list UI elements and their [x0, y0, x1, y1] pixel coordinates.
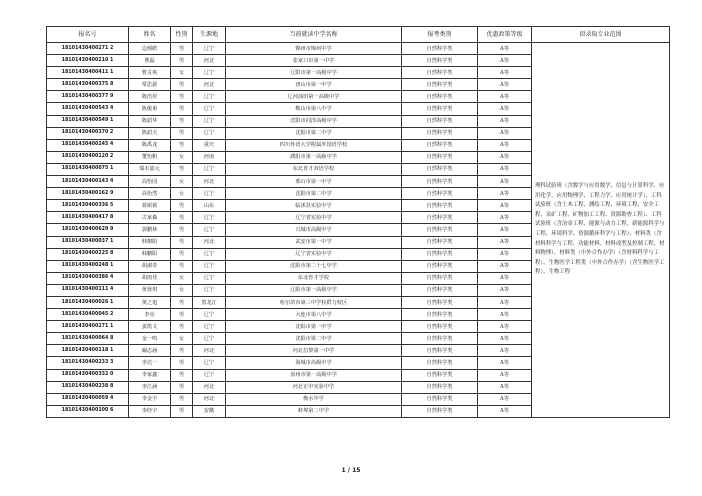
cell-name: 边炳皓: [129, 43, 171, 55]
cell-policy: A等: [478, 55, 532, 67]
cell-policy: A等: [478, 248, 532, 260]
cell-gender: 男: [171, 357, 193, 369]
cell-name: 董怡帆: [129, 151, 171, 163]
cell-gender: 男: [171, 43, 193, 55]
cell-name: 葛铭铭: [129, 200, 171, 212]
cell-policy: A等: [478, 393, 532, 405]
cell-category: 自然科学类: [402, 357, 478, 369]
cell-school: 东北育才学校: [226, 272, 402, 284]
cell-school: 辽宁省实验中学: [226, 212, 402, 224]
cell-name: 金一鸣: [129, 333, 171, 345]
cell-origin: 辽宁: [193, 115, 226, 127]
cell-policy: A等: [478, 188, 532, 200]
cell-school: 盘州市第一高级中学: [226, 369, 402, 381]
cell-gender: 女: [171, 333, 193, 345]
table-row: [47, 43, 670, 55]
cell-gender: 男: [171, 296, 193, 308]
cell-category: 自然科学类: [402, 369, 478, 381]
cell-category: 自然科学类: [402, 79, 478, 91]
header-gender: 性别: [171, 27, 193, 43]
cell-school: 东北育才双语学校: [226, 163, 402, 175]
cell-id: 18101430400045 2: [47, 309, 129, 321]
cell-origin: 辽宁: [193, 67, 226, 79]
cell-policy: A等: [478, 369, 532, 381]
cell-gender: 男: [171, 91, 193, 103]
cell-origin: 山东: [193, 200, 226, 212]
cell-origin: 辽宁: [193, 284, 226, 296]
cell-category: 自然科学类: [402, 381, 478, 393]
cell-school: 临沭县实验中学: [226, 200, 402, 212]
cell-policy: A等: [478, 357, 532, 369]
cell-category: 自然科学类: [402, 393, 478, 405]
cell-name: 陈俊甫: [129, 103, 171, 115]
cell-origin: 辽宁: [193, 272, 226, 284]
cell-school: 唐山市第一中学: [226, 79, 402, 91]
cell-id: 18101430400225 8: [47, 248, 129, 260]
cell-category: 自然科学类: [402, 296, 478, 308]
cell-name: 胡雨佳: [129, 272, 171, 284]
cell-id: 18101430400370 2: [47, 127, 129, 139]
cell-policy: A等: [478, 224, 532, 236]
cell-policy: A等: [478, 321, 532, 333]
header-origin: 生源地: [193, 27, 226, 43]
cell-school: 辽河油田第一高级中学: [226, 91, 402, 103]
cell-gender: 男: [171, 200, 193, 212]
page-number: 1 / 15: [341, 467, 361, 474]
cell-policy: A等: [478, 260, 532, 272]
cell-id: 18101430400549 1: [47, 115, 129, 127]
header-major: 拟录取专业范围: [532, 27, 670, 43]
cell-gender: 男: [171, 345, 193, 357]
cell-school: 河北昌黎第一中学: [226, 345, 402, 357]
header-id: 报名号: [47, 27, 129, 43]
cell-policy: A等: [478, 381, 532, 393]
cell-category: 自然科学类: [402, 151, 478, 163]
cell-name: 陈韶华: [129, 115, 171, 127]
cell-gender: 男: [171, 139, 193, 151]
cell-policy: A等: [478, 127, 532, 139]
cell-category: 自然科学类: [402, 67, 478, 79]
header-row: [47, 27, 670, 43]
cell-id: 18101430400377 9: [47, 91, 129, 103]
cell-origin: 河北: [193, 345, 226, 357]
cell-policy: A等: [478, 333, 532, 345]
cell-gender: 女: [171, 176, 193, 188]
cell-origin: 河北: [193, 236, 226, 248]
cell-origin: 河南: [193, 151, 226, 163]
cell-origin: 河北: [193, 393, 226, 405]
cell-school: 沈阳市第一中学: [226, 321, 402, 333]
cell-school: 沈阳市第二中学: [226, 127, 402, 139]
cell-origin: 辽宁: [193, 103, 226, 115]
cell-origin: 辽宁: [193, 188, 226, 200]
cell-school: 兴城市高级中学: [226, 224, 402, 236]
cell-id: 18101430400118 1: [47, 345, 129, 357]
cell-category: 自然科学类: [402, 200, 478, 212]
cell-gender: 男: [171, 381, 193, 393]
cell-id: 18101430400075 1: [47, 163, 129, 175]
cell-origin: 黑龙江: [193, 296, 226, 308]
cell-gender: 男: [171, 103, 193, 115]
cell-origin: 重庆: [193, 139, 226, 151]
cell-policy: A等: [478, 405, 532, 417]
cell-category: 自然科学类: [402, 91, 478, 103]
cell-id: 18101430400120 2: [47, 151, 129, 163]
cell-name: 韩朝阳: [129, 236, 171, 248]
cell-category: 自然科学类: [402, 236, 478, 248]
cell-policy: A等: [478, 212, 532, 224]
cell-gender: 男: [171, 260, 193, 272]
cell-gender: 男: [171, 224, 193, 236]
cell-policy: A等: [478, 296, 532, 308]
cell-id: 18101430400064 8: [47, 333, 129, 345]
cell-school: 四川外语大学附属外国语学校: [226, 139, 402, 151]
cell-school: 衡水中学: [226, 393, 402, 405]
cell-name: 瑞木嘉元: [129, 163, 171, 175]
cell-school: 沈阳市第二中学: [226, 188, 402, 200]
cell-gender: 男: [171, 405, 193, 417]
cell-policy: A等: [478, 345, 532, 357]
cell-school: 鞍山市第八中学: [226, 103, 402, 115]
major-range-cell: 理科试验班（含数学与应用数学、信息与计算科学、应用化学、应用物理学、工程力学、应用统计学）、工科试验班（含土木工程、测绘工程、环境工程、安全工程、采矿工程、矿物加工工程、资源勘查工程）、工科试验班（含冶金工程、能源与动力工程、新能源科学与工程、环境科学、资源循环科学与工程）、材料类（含材料科学与工程、功能材料、材料成型及控制工程、材料物理）、材料类（中外合作办学）（含材料科学与工程）、生物医学工程类（中外合作办学）（含生物医学工程）、生物工程: [532, 43, 670, 418]
cell-category: 自然科学类: [402, 55, 478, 67]
cell-school: 邢台市第一中学: [226, 176, 402, 188]
cell-origin: 辽宁: [193, 212, 226, 224]
cell-id: 18101430400375 8: [47, 79, 129, 91]
cell-id: 18101430400271 2: [47, 43, 129, 55]
cell-name: 黄蓉琪: [129, 284, 171, 296]
cell-school: 沈阳市第二十七中学: [226, 260, 402, 272]
cell-policy: A等: [478, 236, 532, 248]
cell-school: 海城市高级中学: [226, 357, 402, 369]
cell-policy: A等: [478, 284, 532, 296]
cell-policy: A等: [478, 139, 532, 151]
cell-policy: A等: [478, 115, 532, 127]
cell-id: 18101430400111 4: [47, 284, 129, 296]
cell-category: 自然科学类: [402, 248, 478, 260]
cell-origin: 辽宁: [193, 260, 226, 272]
cell-id: 18101430400162 9: [47, 188, 129, 200]
cell-name: 姜凯文: [129, 321, 171, 333]
cell-category: 自然科学类: [402, 103, 478, 115]
cell-gender: 男: [171, 236, 193, 248]
cell-id: 18101430400411 1: [47, 67, 129, 79]
cell-origin: 辽宁: [193, 357, 226, 369]
cell-name: 曹灵爽: [129, 67, 171, 79]
cell-category: 自然科学类: [402, 115, 478, 127]
cell-policy: A等: [478, 163, 532, 175]
cell-origin: 辽宁: [193, 43, 226, 55]
cell-id: 18101430400059 4: [47, 393, 129, 405]
cell-name: 常思源: [129, 79, 171, 91]
cell-origin: 辽宁: [193, 163, 226, 175]
cell-gender: 男: [171, 309, 193, 321]
cell-id: 18101430400143 4: [47, 176, 129, 188]
cell-name: 李经宇: [129, 405, 171, 417]
cell-gender: 男: [171, 321, 193, 333]
cell-category: 自然科学类: [402, 260, 478, 272]
admission-table: [46, 26, 670, 418]
cell-id: 18101430400233 3: [47, 357, 129, 369]
cell-name: 陈禹龙: [129, 139, 171, 151]
cell-category: 自然科学类: [402, 188, 478, 200]
cell-origin: 河北: [193, 381, 226, 393]
cell-category: 自然科学类: [402, 345, 478, 357]
cell-category: 自然科学类: [402, 176, 478, 188]
cell-origin: 辽宁: [193, 333, 226, 345]
cell-school: 濮阳市第一高级中学: [226, 151, 402, 163]
cell-id: 18101430400100 6: [47, 405, 129, 417]
cell-name: 曹磊: [129, 55, 171, 67]
cell-name: 李亮: [129, 309, 171, 321]
cell-name: 高怡然: [129, 188, 171, 200]
cell-school: 武安市第一中学: [226, 236, 402, 248]
cell-id: 18101430400629 9: [47, 224, 129, 236]
cell-gender: 男: [171, 369, 193, 381]
cell-id: 18101430400238 8: [47, 381, 129, 393]
cell-category: 自然科学类: [402, 333, 478, 345]
cell-policy: A等: [478, 79, 532, 91]
cell-origin: 河北: [193, 176, 226, 188]
cell-gender: 男: [171, 55, 193, 67]
cell-policy: A等: [478, 43, 532, 55]
cell-gender: 女: [171, 151, 193, 163]
cell-gender: 女: [171, 272, 193, 284]
cell-name: 李家鑫: [129, 369, 171, 381]
cell-id: 18101430400026 1: [47, 296, 129, 308]
cell-name: 古家森: [129, 212, 171, 224]
cell-id: 18101430400417 8: [47, 212, 129, 224]
cell-id: 18101430400037 1: [47, 236, 129, 248]
cell-name: 高怡园: [129, 176, 171, 188]
cell-gender: 男: [171, 248, 193, 260]
cell-origin: 辽宁: [193, 248, 226, 260]
cell-school: 大连市第八中学: [226, 309, 402, 321]
cell-policy: A等: [478, 151, 532, 163]
cell-school: 沈阳市同泽高级中学: [226, 115, 402, 127]
cell-policy: A等: [478, 67, 532, 79]
cell-school: 哈尔滨市第三中学校群力校区: [226, 296, 402, 308]
cell-id: 18101430400332 0: [47, 369, 129, 381]
cell-origin: 河北: [193, 79, 226, 91]
cell-origin: 辽宁: [193, 224, 226, 236]
cell-school: 张家口市第一中学: [226, 55, 402, 67]
cell-origin: 辽宁: [193, 369, 226, 381]
cell-category: 自然科学类: [402, 284, 478, 296]
cell-policy: A等: [478, 200, 532, 212]
cell-gender: 女: [171, 188, 193, 200]
cell-id: 18101430400271 1: [47, 321, 129, 333]
cell-name: 李金宇: [129, 393, 171, 405]
header-name: 姓名: [129, 27, 171, 43]
cell-category: 自然科学类: [402, 212, 478, 224]
cell-name: 阚志涵: [129, 345, 171, 357]
cell-id: 18101430400245 4: [47, 139, 129, 151]
cell-origin: 辽宁: [193, 91, 226, 103]
cell-origin: 辽宁: [193, 309, 226, 321]
cell-category: 自然科学类: [402, 309, 478, 321]
cell-origin: 辽宁: [193, 127, 226, 139]
cell-school: 蚌埠第二中学: [226, 405, 402, 417]
cell-origin: 河北: [193, 55, 226, 67]
cell-policy: A等: [478, 176, 532, 188]
cell-category: 自然科学类: [402, 43, 478, 55]
cell-name: 胡淑奇: [129, 260, 171, 272]
cell-id: 18101430400210 1: [47, 55, 129, 67]
cell-category: 自然科学类: [402, 405, 478, 417]
cell-category: 自然科学类: [402, 127, 478, 139]
cell-gender: 男: [171, 79, 193, 91]
cell-category: 自然科学类: [402, 321, 478, 333]
cell-category: 自然科学类: [402, 139, 478, 151]
cell-gender: 男: [171, 393, 193, 405]
cell-gender: 男: [171, 127, 193, 139]
cell-name: 李达一: [129, 357, 171, 369]
cell-name: 陈浩彤: [129, 91, 171, 103]
cell-gender: 男: [171, 212, 193, 224]
cell-category: 自然科学类: [402, 163, 478, 175]
cell-policy: A等: [478, 103, 532, 115]
cell-gender: 男: [171, 115, 193, 127]
cell-gender: 男: [171, 163, 193, 175]
cell-category: 自然科学类: [402, 224, 478, 236]
cell-gender: 女: [171, 67, 193, 79]
cell-name: 韩鹏阳: [129, 248, 171, 260]
cell-id: 18101430400386 4: [47, 272, 129, 284]
cell-category: 自然科学类: [402, 272, 478, 284]
cell-id: 18101430400248 1: [47, 260, 129, 272]
cell-name: 黄之旭: [129, 296, 171, 308]
cell-id: 18101430400336 5: [47, 200, 129, 212]
cell-policy: A等: [478, 91, 532, 103]
cell-school: 辽宁省实验中学: [226, 248, 402, 260]
header-category: 报考类别: [402, 27, 478, 43]
cell-name: 郭鹏林: [129, 224, 171, 236]
cell-policy: A等: [478, 272, 532, 284]
cell-origin: 安徽: [193, 405, 226, 417]
cell-school: 沈阳市第二中学: [226, 333, 402, 345]
cell-school: 锦州市锦州中学: [226, 43, 402, 55]
cell-origin: 辽宁: [193, 321, 226, 333]
cell-school: 河北正中实验中学: [226, 381, 402, 393]
cell-id: 18101430400543 4: [47, 103, 129, 115]
header-policy: 优惠政策等级: [478, 27, 532, 43]
cell-name: 陈韶天: [129, 127, 171, 139]
cell-policy: A等: [478, 309, 532, 321]
cell-gender: 女: [171, 284, 193, 296]
cell-school: 辽阳市第一高级中学: [226, 67, 402, 79]
cell-school: 辽阳市第一高级中学: [226, 284, 402, 296]
header-school: 当前就读中学名称: [226, 27, 402, 43]
cell-name: 李江涵: [129, 381, 171, 393]
